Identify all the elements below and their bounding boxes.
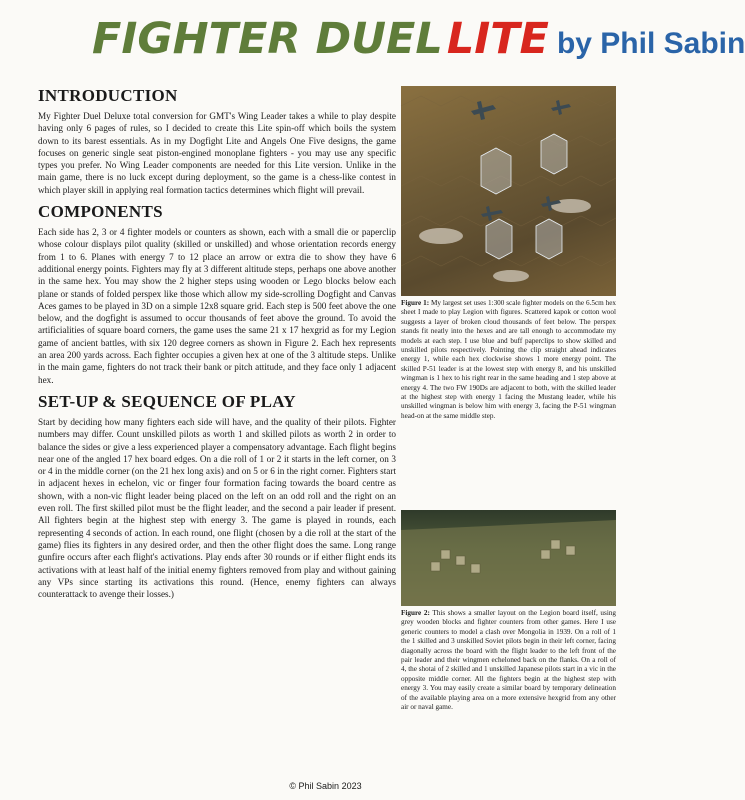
copyright-footer: © Phil Sabin 2023 bbox=[289, 781, 362, 791]
figure-1-text: My largest set uses 1:300 scale fighter models on the 6.5cm hex sheet I made to play Legion with figures. Scattered kapok or cotton wool suggests a layer of broken cloud thousands of feet below. The perspex stands fit neatly into the hexes and are tall enough to accommodate my models at each step. I use blue and buff paperclips to show skilled and unskilled pilots respectively. Pointing the clip straight ahead indicates energy 1, while each hex clockwise shows 1 more energy point. The skilled P-51 leader is at the lowest step with energy 8, and his unskilled wingman is 1 hex to his right rear in the same heading and 1 step above at energy 4. The two FW 190Ds are adjacent to both, with the skilled leader at the highest step with energy 1 facing the Mustang leader, while his unskilled wingman is below him with energy 3, facing the P-51 wingman head-on at the same middle step. bbox=[401, 299, 617, 420]
intro-heading: INTRODUCTION bbox=[38, 86, 178, 105]
figure-2-text: This shows a smaller layout on the Legion board itself, using grey wooden blocks and fighter counters from other games. Here I use generic counters to model a clash over Mongolia in 1939. On a roll of 1 the 1 skilled and 3 unskilled Soviet pilots begin in their left corner, facing diagonally across the board with the flight leader to the left front of the pair leader and their wingmen echeloned back on the flanks. On a roll of 4, the shotai of 2 skilled and 1 unskilled Japanese pilots start in a vic in the opposite middle corner. All the fighters begin at the highest step with energy 3. You may easily create a similar board by temporary delineation of the available playing area on a more extensive hexgrid from any other air or naval game. bbox=[401, 609, 617, 712]
title-accent: LITE bbox=[446, 14, 549, 64]
title-main: FIGHTER DUEL bbox=[92, 14, 443, 64]
figure-1-photo bbox=[401, 86, 616, 296]
setup-text: Start by deciding how many fighters each side will have, and the quality of their pilots. Fighter numbers may differ. Count unskilled pilots as worth 1 and skilled pilots as worth 2 in order to balance the sides or give a less experienced player a compensatory advantage. Each flight begins near one of the angled 17 hex board edges. On a die roll of 1 or 2 it starts in the left corner, on 3 or 4 in the middle corner (on the 21 hex long axis) and on 5 or 6 in the right corner. Fighters start in adjacent hexes in echelon, vic or finger four formation facing towards the board centre as shown, with a non-vic flight leader being placed on the left on an odd roll and the right on an even roll. The first skilled pilot must be the flight leader, and the second a pair leader if present. All fighters begin at the highest step with energy 3. The game is played in rounds, each representing 4 seconds of action. In each round, one flight (chosen by a die roll at the start of the game) flies its fighters in any desired order, and then the other flight does the same. Long range gunfire occurs after each flight's activations. Play ends after 30 rounds or if either flight ends its activations with at least half of the initial enemy fighters removed from play and without gaining any VPs since starting its activations this round. (Hence, enemy fighters can always counterattack to avenge their losses.) bbox=[38, 416, 396, 600]
figure-2-photo bbox=[401, 510, 616, 606]
setup-heading: SET-UP & SEQUENCE OF PLAY bbox=[38, 391, 296, 411]
components-heading: COMPONENTS bbox=[38, 202, 163, 222]
intro-text: My Fighter Duel Deluxe total conversion for GMT's Wing Leader takes a while to play despite having only 6 pages of rules, so I decided to create this Lite spin-off which boils the system down to its barest essentials. As in my Dogfight Lite and Angels One Five designs, the game focuses on generic single seat piston-engined monoplane fighters - you may use any specific types you prefer. No Wing Leader components are needed for this Lite version. Unlike in the main game, there is no luck except during deployment, so the game is a chess-like contest in which player skill in applying real formation tactics determines which flight will prevail. bbox=[38, 111, 396, 195]
page-title bbox=[92, 14, 745, 70]
figure-2-caption bbox=[401, 609, 616, 712]
main-column bbox=[38, 86, 396, 606]
figure-2-label: Figure 2: bbox=[401, 609, 430, 617]
figure-1-label: Figure 1: bbox=[401, 299, 430, 307]
figure-1-caption bbox=[401, 299, 616, 421]
components-text: Each side has 2, 3 or 4 fighter models or counters as shown, each with a small die or paperclip whose colour displays pilot quality (skilled or unskilled) and whose orientation records energy from 1 to 6. Planes with energy 7 to 12 place an arrow or extra die to show they have 6 additional energy points. Fighters may fly at 3 different altitude steps, perhaps one above another in the same hex. You may show the 2 higher steps using wooden or Lego blocks below each plane or stands of folded perspex like those which allow my side-scrolling Dogfight and Canvas Aces games to be played in 3D on a simple 12x8 square grid. Each step is 500 feet above the one below, and the dogfight is assumed to occur thousands of feet above the ground. To avoid the artificialities of square board corners, the game uses the same 21 x 17 hexgrid as for my Legion game of ancient battles, with six 120 degree corners as shown in Figure 2. Each hex represents an area 200 yards across. Each fighter occupies a given hex at one of the 3 altitude steps. Unlike in the main game, fighters do not track their bank or pitch attitude, and they face only 1 adjacent hex. bbox=[38, 227, 396, 385]
title-byline: by Phil Sabin bbox=[556, 27, 745, 60]
